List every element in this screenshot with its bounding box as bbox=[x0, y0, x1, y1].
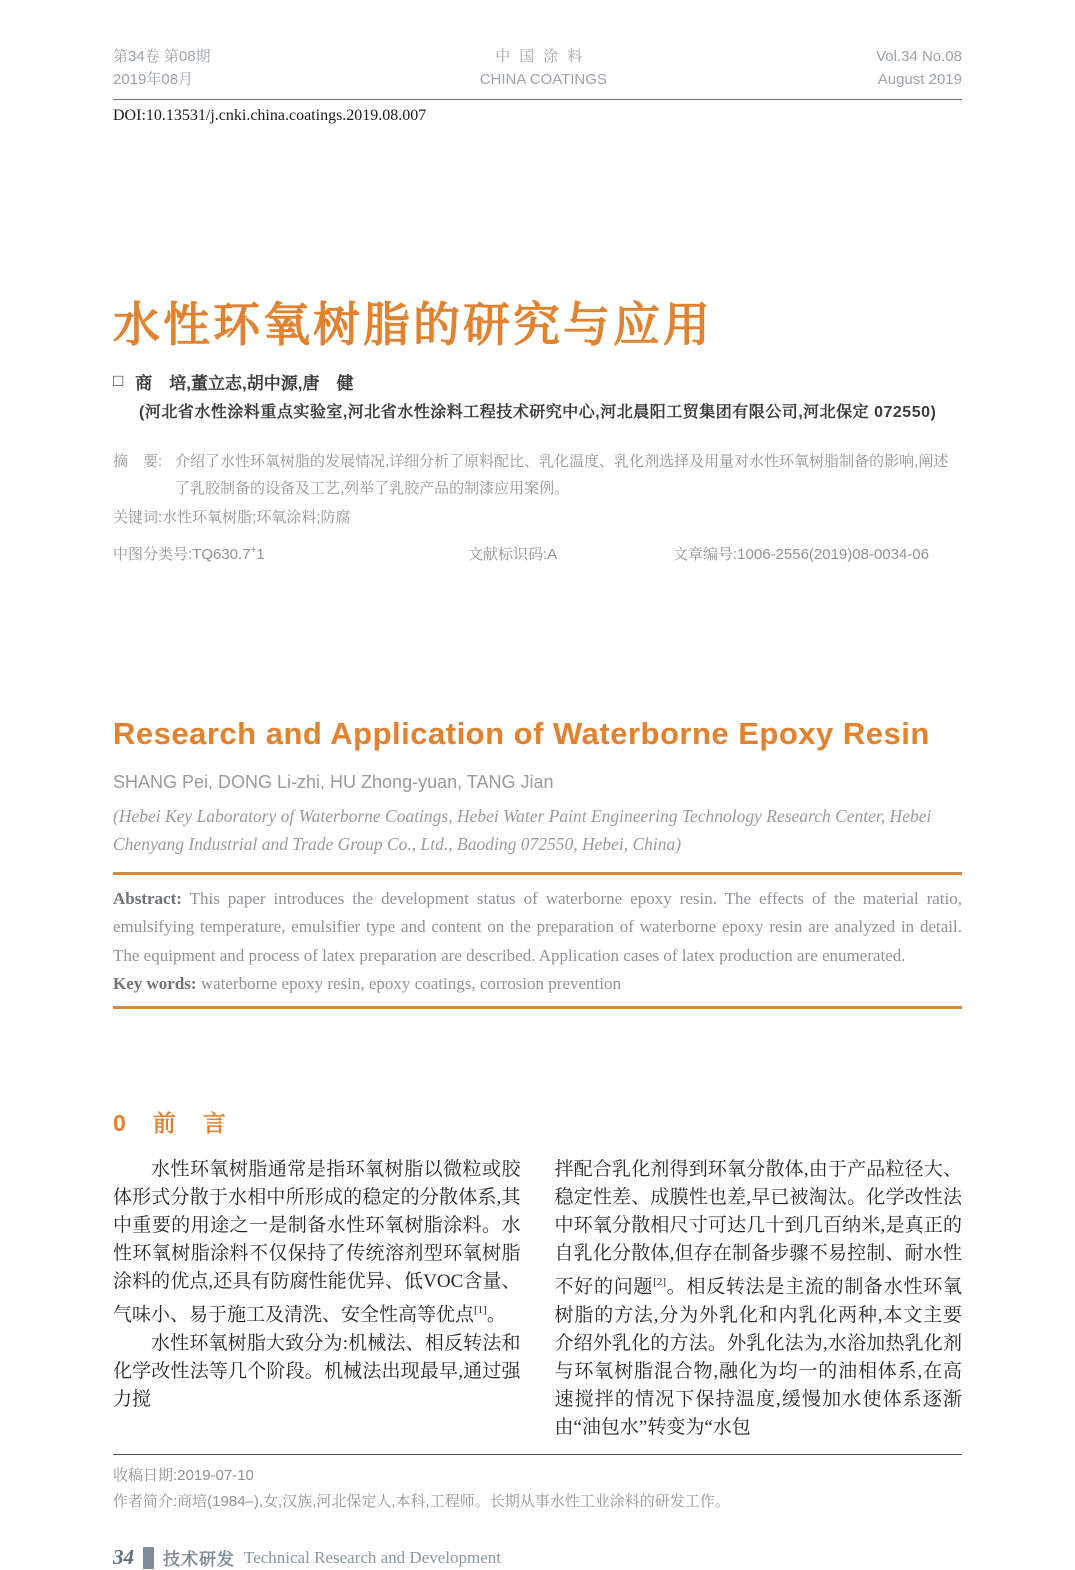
journal-name-cn: 中国涂料 bbox=[495, 48, 592, 65]
paragraph-text: 水性环氧树脂大致分为:机械法、相反转法和化学改性法等几个阶段。机械法出现最早,通过强力搅 bbox=[113, 1332, 521, 1410]
document-code bbox=[468, 541, 673, 568]
footnotes-block bbox=[113, 1454, 962, 1516]
abstract-text-en: This paper introduces the development status of waterborne epoxy resin. The effects of the material ratio, emulsifying temperature, emulsifier type and content on the preparation of waterborne epoxy resin are analyzed in detail. The equipment and process of latex preparation are described. Application cases of latex production are enumerated. bbox=[113, 888, 962, 965]
received-date-label: 收稿日期: bbox=[113, 1466, 178, 1484]
body-column-right bbox=[555, 1156, 963, 1441]
article-title-en: Research and Application of Waterborne Epoxy Resin bbox=[113, 715, 930, 751]
paragraph bbox=[555, 1156, 963, 1441]
reference-1: [1] bbox=[474, 1304, 487, 1317]
abstract-label-en: Abstract: bbox=[113, 888, 182, 908]
header-volume-issue-en bbox=[876, 45, 962, 92]
reference-2: [2] bbox=[653, 1276, 666, 1289]
header-date-cn: 2019年08月 bbox=[113, 71, 194, 89]
abstract-label-cn: 摘 要: bbox=[113, 452, 163, 470]
header-volume-en: Vol.34 No.08 bbox=[876, 48, 962, 65]
header-volume-issue-cn bbox=[113, 45, 211, 92]
abstract-text-cn: 介绍了水性环氧树脂的发展情况,详细分析了原料配比、乳化温度、乳化剂选择及用量对水性环氧树脂制备的影响,阐述了乳胶制备的设备及工艺,列举了乳胶产品的制漆应用案例。 bbox=[175, 452, 949, 497]
divider-orange-bottom bbox=[113, 1006, 962, 1009]
received-date-line bbox=[113, 1463, 962, 1489]
document-code-value: A bbox=[547, 545, 558, 563]
abstract-block-cn bbox=[113, 448, 962, 568]
abstract-en bbox=[113, 885, 962, 971]
affiliation-en: (Hebei Key Laboratory of Waterborne Coatings, Hebei Water Paint Engineering Technology Research Center, Hebei Chenyang Industrial and Trade Group Co., Ltd., Baoding 072550, Hebei, China) bbox=[113, 805, 932, 855]
author-names-cn: 商 培,董立志,胡中源,唐 健 bbox=[135, 373, 354, 393]
paragraph bbox=[113, 1330, 521, 1414]
footer-bar-icon bbox=[143, 1547, 154, 1569]
affiliation-cn: (河北省水性涂料重点实验室,河北省水性涂料工程技术研究中心,河北晨阳工贸集团有限公司,河北保定 072550) bbox=[139, 403, 937, 421]
author-bio-line bbox=[113, 1489, 962, 1515]
clc-value: TQ630.7 bbox=[192, 545, 251, 563]
page-number: 34 bbox=[113, 1545, 134, 1570]
authors-line-cn bbox=[113, 369, 962, 394]
article-id-label: 文章编号: bbox=[673, 545, 738, 563]
keywords-text-cn: 水性环氧树脂;环氧涂料;防腐 bbox=[162, 508, 351, 526]
divider-orange-top bbox=[113, 872, 962, 875]
footer-section-en: Technical Research and Development bbox=[244, 1547, 502, 1567]
keywords-label-cn: 关键词: bbox=[113, 508, 163, 526]
paragraph-text: 。相反转法是主流的制备水性环氧树脂的方法,分为外乳化和内乳化两种,本文主要介绍外乳化的方法。外乳化法为,水浴加热乳化剂与环氧树脂混合物,融化为均一的油相体系,在高速搅拌的情况下保持温度,缓慢加水使体系逐渐由“油包水”转变为“水包 bbox=[554, 1276, 962, 1438]
received-date-value: 2019-07-10 bbox=[177, 1466, 254, 1484]
author-bio-text: 商培(1984–),女,汉族,河北保定人,本科,工程师。长期从事水性工业涂料的研发工作。 bbox=[177, 1492, 730, 1510]
paragraph-text: 水性环氧树脂通常是指环氧树脂以微粒或胶体形式分散于水相中所形成的稳定的分散体系,其中重要的用途之一是制备水性环氧树脂涂料。水性环氧树脂涂料不仅保持了传统溶剂型环氧树脂涂料的优点,还具有防腐性能优异、低VOC含量、气味小、易于施工及清洗、安全性高等优点 bbox=[113, 1159, 521, 1326]
keywords-text-en: waterborne epoxy resin, epoxy coatings, corrosion prevention bbox=[196, 974, 621, 994]
journal-name bbox=[480, 45, 607, 92]
article-title-cn: 水性环氧树脂的研究与应用 bbox=[113, 297, 713, 351]
article-id bbox=[673, 541, 929, 568]
body-columns bbox=[113, 1156, 962, 1441]
author-marker-icon: □ bbox=[113, 371, 124, 391]
keywords-line-cn bbox=[113, 504, 962, 531]
journal-header bbox=[113, 45, 962, 100]
header-date-en: August 2019 bbox=[877, 71, 962, 89]
section-heading: 0 前 言 bbox=[113, 1110, 228, 1137]
doi-line: DOI:10.13531/j.cnki.china.coatings.2019.08.007 bbox=[113, 106, 427, 124]
paragraph bbox=[113, 1156, 521, 1329]
footer-section-cn: 技术研发 bbox=[163, 1550, 235, 1570]
section-introduction bbox=[113, 1105, 962, 1441]
keywords-label-en: Key words: bbox=[113, 974, 197, 994]
page-footer bbox=[113, 1545, 962, 1570]
body-column-left bbox=[113, 1156, 521, 1441]
abstract-row-cn bbox=[113, 448, 962, 502]
author-names-en: SHANG Pei, DONG Li-zhi, HU Zhong-yuan, TANG Jian bbox=[113, 771, 554, 792]
keywords-line-en bbox=[113, 974, 962, 994]
header-volume-cn: 第34卷 第08期 bbox=[113, 48, 211, 65]
journal-name-en: CHINA COATINGS bbox=[479, 71, 607, 89]
document-code-label: 文献标识码: bbox=[468, 545, 548, 563]
clc-superscript: + bbox=[250, 544, 257, 556]
clc-label: 中图分类号: bbox=[113, 545, 193, 563]
english-block bbox=[113, 716, 962, 1009]
article-id-value: 1006-2556(2019)08-0034-06 bbox=[737, 545, 929, 563]
paragraph-tail: 。 bbox=[486, 1304, 506, 1326]
paragraph-text: 拌配合乳化剂得到环氧分散体,由于产品粒径大、稳定性差、成膜性也差,早已被淘汰。化学改性法中环氧分散相尺寸可达几十到几百纳米,是真正的自乳化分散体,但存在制备步骤不易控制、耐水性不好的问题 bbox=[554, 1159, 962, 1298]
classification-row bbox=[113, 541, 962, 568]
clc-tail: 1 bbox=[256, 545, 265, 563]
author-bio-label: 作者简介: bbox=[113, 1492, 178, 1510]
clc-number bbox=[113, 541, 468, 568]
